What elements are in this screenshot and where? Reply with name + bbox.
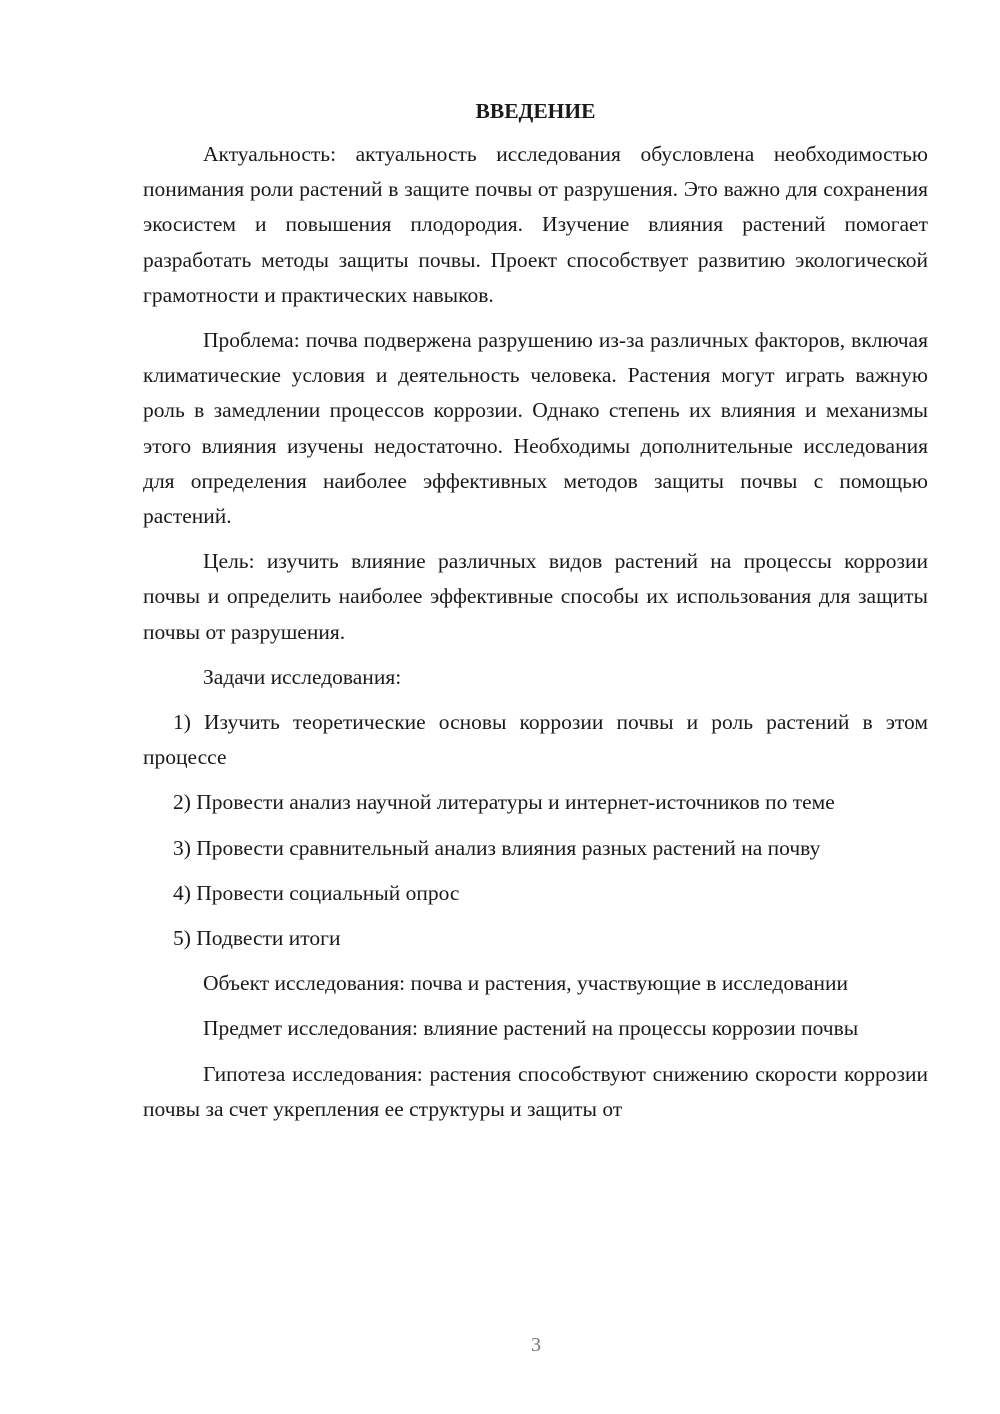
hypothesis-paragraph: Гипотеза исследования: растения способствуют снижению скорости коррозии почвы за счет укрепления ее структуры и защиты от bbox=[143, 1061, 928, 1121]
page-number: 3 bbox=[531, 1334, 541, 1356]
relevance-paragraph: Актуальность: актуальность исследования обусловлена необходимостью понимания роли растений в защите почвы от разрушения. Это важно для сохранения экосистем и повышения плодородия. Изучение влияния растений помогает разработать методы защиты почвы. Проект способствует развитию экологической грамотности и практических навыков. bbox=[143, 142, 928, 307]
task-item-3: 3) Провести сравнительный анализ влияния разных растений на почву bbox=[173, 835, 821, 860]
subject-paragraph: Предмет исследования: влияние растений на процессы коррозии почвы bbox=[203, 1016, 859, 1041]
page-title: ВВЕДЕНИЕ bbox=[475, 99, 596, 123]
tasks-heading: Задачи исследования: bbox=[203, 664, 402, 689]
task-item-2: 2) Провести анализ научной литературы и интернет-источников по теме bbox=[173, 790, 835, 815]
task-item-5: 5) Подвести итоги bbox=[173, 926, 341, 951]
object-paragraph: Объект исследования: почва и растения, участвующие в исследовании bbox=[203, 971, 849, 996]
task-item-1: 1) Изучить теоретические основы коррозии почвы и роль растений в этом процессе bbox=[143, 710, 928, 770]
page-content bbox=[143, 96, 928, 1127]
goal-paragraph: Цель: изучить влияние различных видов растений на процессы коррозии почвы и определить наиболее эффективные способы их использования для защиты почвы от разрушения. bbox=[143, 549, 928, 644]
task-item-4: 4) Провести социальный опрос bbox=[173, 880, 460, 905]
problem-paragraph: Проблема: почва подвержена разрушению из-за различных факторов, включая климатические условия и деятельность человека. Растения могут играть важную роль в замедлении процессов коррозии. Однако степень их влияния и механизмы этого влияния изучены недостаточно. Необходимы дополнительные исследования для определения наиболее эффективных методов защиты почвы с помощью растений. bbox=[143, 328, 928, 529]
